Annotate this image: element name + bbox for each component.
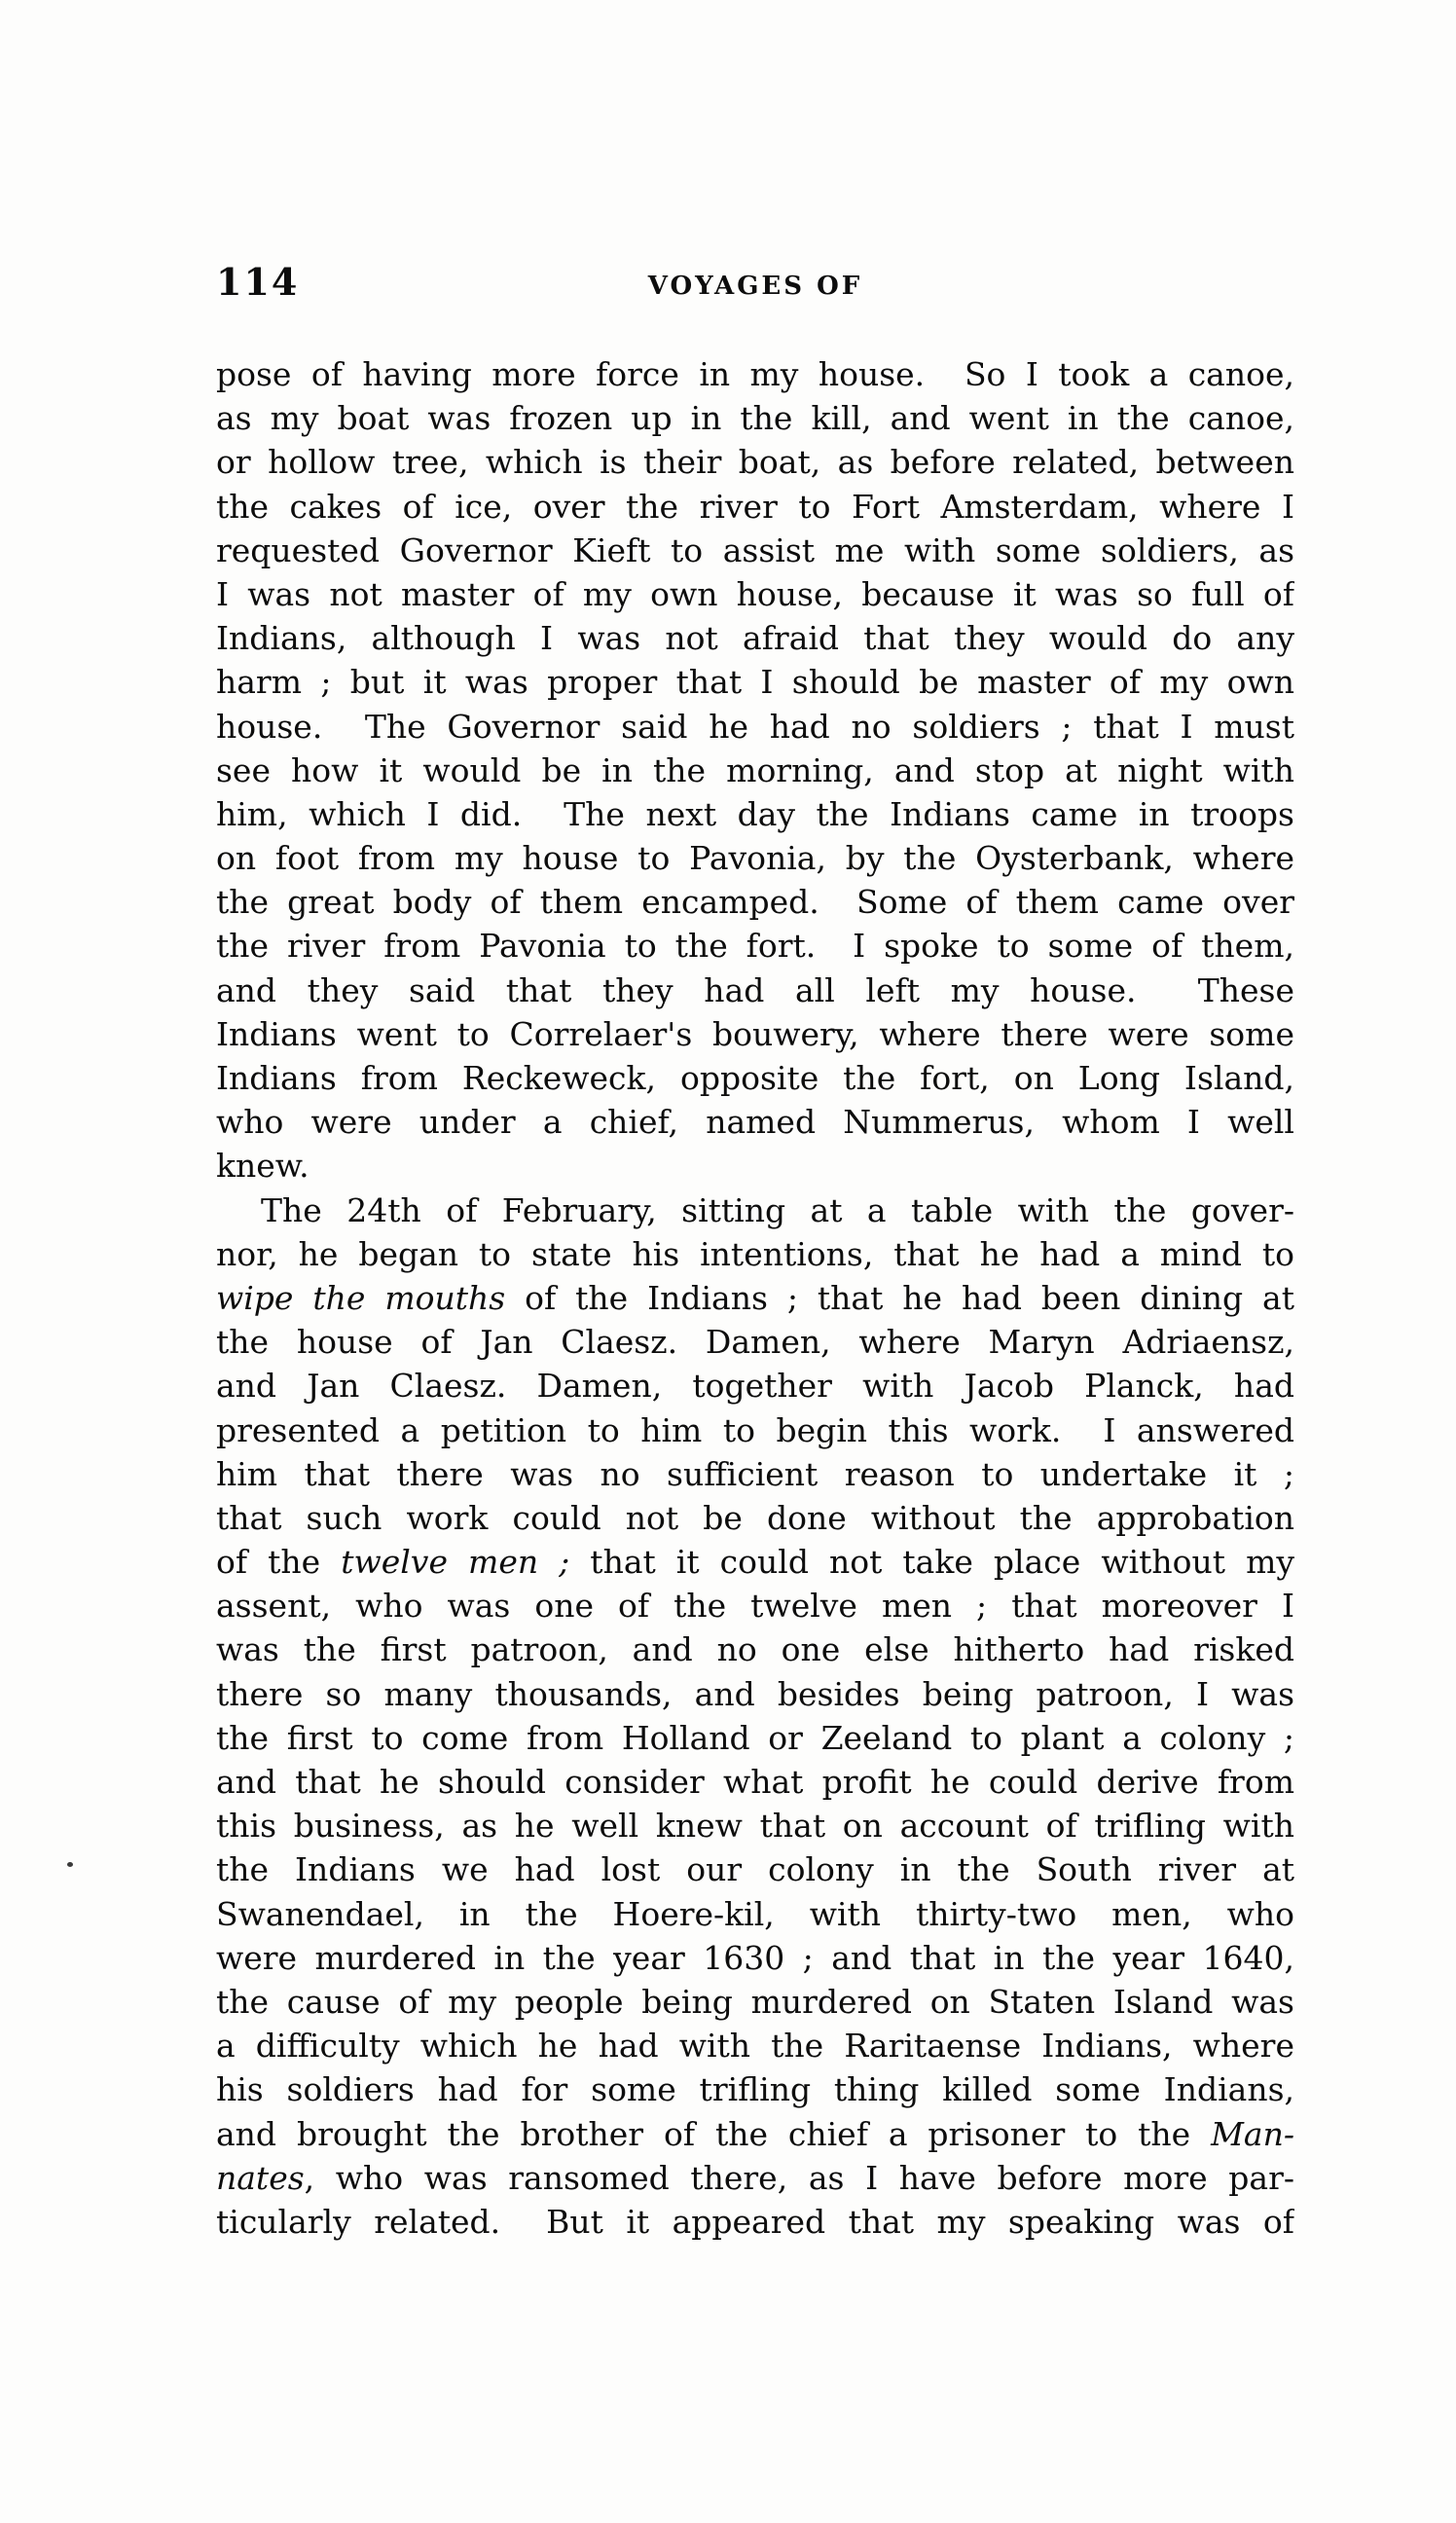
text-line	[216, 705, 1294, 749]
body-text: this business, as he well knew that on account of trifling with	[216, 1807, 1294, 1846]
text-line	[216, 1232, 1294, 1276]
body-text: knew.	[216, 1147, 309, 1186]
text-line	[216, 485, 1294, 529]
text-line	[216, 1012, 1294, 1056]
body-text: a difficulty which he had with the Raritaense Indians, where	[216, 2027, 1294, 2066]
body-text: him, which I did. The next day the Indians came in troops	[216, 794, 1294, 833]
body-text: see how it would be in the morning, and stop at night with	[216, 750, 1294, 789]
body-text: house. The Governor said he had no soldiers ; that I must	[216, 707, 1294, 746]
italic-text: twelve men ;	[341, 1543, 570, 1582]
body-text: harm ; but it was proper that I should be master of my own	[216, 663, 1294, 702]
text-line	[216, 1804, 1294, 1847]
text-line	[216, 2112, 1294, 2156]
text-line	[216, 1276, 1294, 1320]
text-line	[216, 1320, 1294, 1364]
body-text: Indians from Reckeweck, opposite the fort, on Long Island,	[216, 1059, 1294, 1097]
text-line	[216, 660, 1294, 704]
italic-text: nates	[216, 2158, 305, 2197]
body-text: and they said that they had all left my house. These	[216, 970, 1294, 1009]
text-line	[216, 2067, 1294, 2111]
body-text: , who was ransomed there, as I have before more par-	[304, 2158, 1294, 2197]
text-line	[216, 1980, 1294, 2024]
body-text: the house of Jan Claesz. Damen, where Maryn Adriaensz,	[216, 1323, 1294, 1362]
running-title: VOYAGES OF	[647, 272, 863, 301]
body-text: Indians, although I was not afraid that they would do any	[216, 619, 1294, 658]
text-line	[216, 749, 1294, 792]
body-text: the cakes of ice, over the river to Fort Amsterdam, where I	[216, 487, 1294, 526]
text-line	[216, 1936, 1294, 1980]
body-text: Swanendael, in the Hoere-kil, with thirty-two men, who	[216, 1894, 1294, 1933]
text-line	[216, 1056, 1294, 1100]
text-line	[216, 1408, 1294, 1452]
body-text: his soldiers had for some trifling thing killed some Indians,	[216, 2070, 1294, 2109]
text-line	[216, 2156, 1294, 2200]
text-line	[216, 529, 1294, 572]
body-text: ticularly related. But it appeared that my speaking was of	[216, 2202, 1294, 2241]
body-text: nor, he began to state his intentions, that he had a mind to	[216, 1234, 1294, 1273]
text-line	[216, 1496, 1294, 1540]
text-line	[216, 880, 1294, 924]
body-text: the great body of them encamped. Some of them came over	[216, 883, 1294, 922]
text-line	[216, 396, 1294, 440]
paragraph	[216, 1188, 1294, 2245]
body-text: I was not master of my own house, because it was so full of	[216, 574, 1294, 613]
body-text: him that there was no sufficient reason to undertake it ;	[216, 1454, 1294, 1493]
body-text: assent, who was one of the twelve men ; that moreover I	[216, 1587, 1294, 1626]
body-text: of the Indians ; that he had been dining at	[505, 1278, 1294, 1317]
text-line	[216, 1100, 1294, 1144]
text-line	[216, 1892, 1294, 1936]
body-text: presented a petition to him to begin this work. I answered	[216, 1410, 1294, 1449]
text-line	[216, 1144, 1294, 1188]
body-text: and brought the brother of the chief a prisoner to the	[216, 2114, 1212, 2153]
body-text: were murdered in the year 1630 ; and that in the year 1640,	[216, 1938, 1294, 1977]
paragraph	[216, 352, 1294, 1188]
body-text: or hollow tree, which is their boat, as before related, between	[216, 443, 1294, 482]
body-text: that it could not take place without my	[569, 1543, 1294, 1582]
body-text: there so many thousands, and besides being patroon, I was	[216, 1674, 1294, 1713]
body-text: that such work could not be done without the approbation	[216, 1498, 1294, 1537]
text-line	[216, 1760, 1294, 1804]
text-line	[216, 440, 1294, 484]
page-number: 114	[216, 260, 300, 304]
body-text: was the first patroon, and no one else hitherto had risked	[216, 1630, 1294, 1669]
text-line	[216, 836, 1294, 880]
text-line	[216, 969, 1294, 1012]
text-line	[216, 792, 1294, 836]
text-line	[216, 1364, 1294, 1408]
text-line	[216, 1847, 1294, 1891]
italic-text: wipe the mouths	[216, 1278, 506, 1317]
body-text: on foot from my house to Pavonia, by the Oysterbank, where	[216, 839, 1294, 878]
body-text: the Indians we had lost our colony in the South river at	[216, 1850, 1294, 1889]
body-text: and that he should consider what profit he could derive from	[216, 1763, 1294, 1801]
body-text: Indians went to Correlaer's bouwery, where there were some	[216, 1014, 1294, 1053]
text-line	[216, 1627, 1294, 1671]
body-text: of the	[216, 1543, 342, 1582]
page-header	[216, 260, 1294, 306]
text-block	[216, 352, 1294, 2244]
text-line	[216, 2200, 1294, 2244]
body-text: requested Governor Kieft to assist me with some soldiers, as	[216, 530, 1294, 569]
text-line	[216, 1452, 1294, 1496]
body-text: who were under a chief, named Nummerus, whom I well	[216, 1103, 1294, 1142]
body-text: The 24th of February, sitting at a table with the gover-	[261, 1190, 1294, 1229]
text-line	[216, 1716, 1294, 1760]
body-text: the river from Pavonia to the fort. I spoke to some of them,	[216, 927, 1294, 966]
text-line	[216, 1188, 1294, 1232]
body-text: the cause of my people being murdered on Staten Island was	[216, 1982, 1294, 2021]
text-line	[216, 924, 1294, 968]
text-line	[216, 616, 1294, 660]
text-line	[216, 1540, 1294, 1584]
body-text: and Jan Claesz. Damen, together with Jacob Planck, had	[216, 1367, 1294, 1406]
text-line	[216, 1584, 1294, 1627]
text-line	[216, 572, 1294, 616]
italic-text: Man-	[1211, 2114, 1294, 2153]
text-line	[216, 1672, 1294, 1716]
body-text: pose of having more force in my house. So I took a canoe,	[216, 355, 1294, 393]
text-line	[216, 352, 1294, 396]
margin-speck	[67, 1862, 73, 1867]
text-line	[216, 2024, 1294, 2067]
body-text: the first to come from Holland or Zeeland to plant a colony ;	[216, 1718, 1294, 1757]
body-text: as my boat was frozen up in the kill, and went in the canoe,	[216, 399, 1294, 438]
